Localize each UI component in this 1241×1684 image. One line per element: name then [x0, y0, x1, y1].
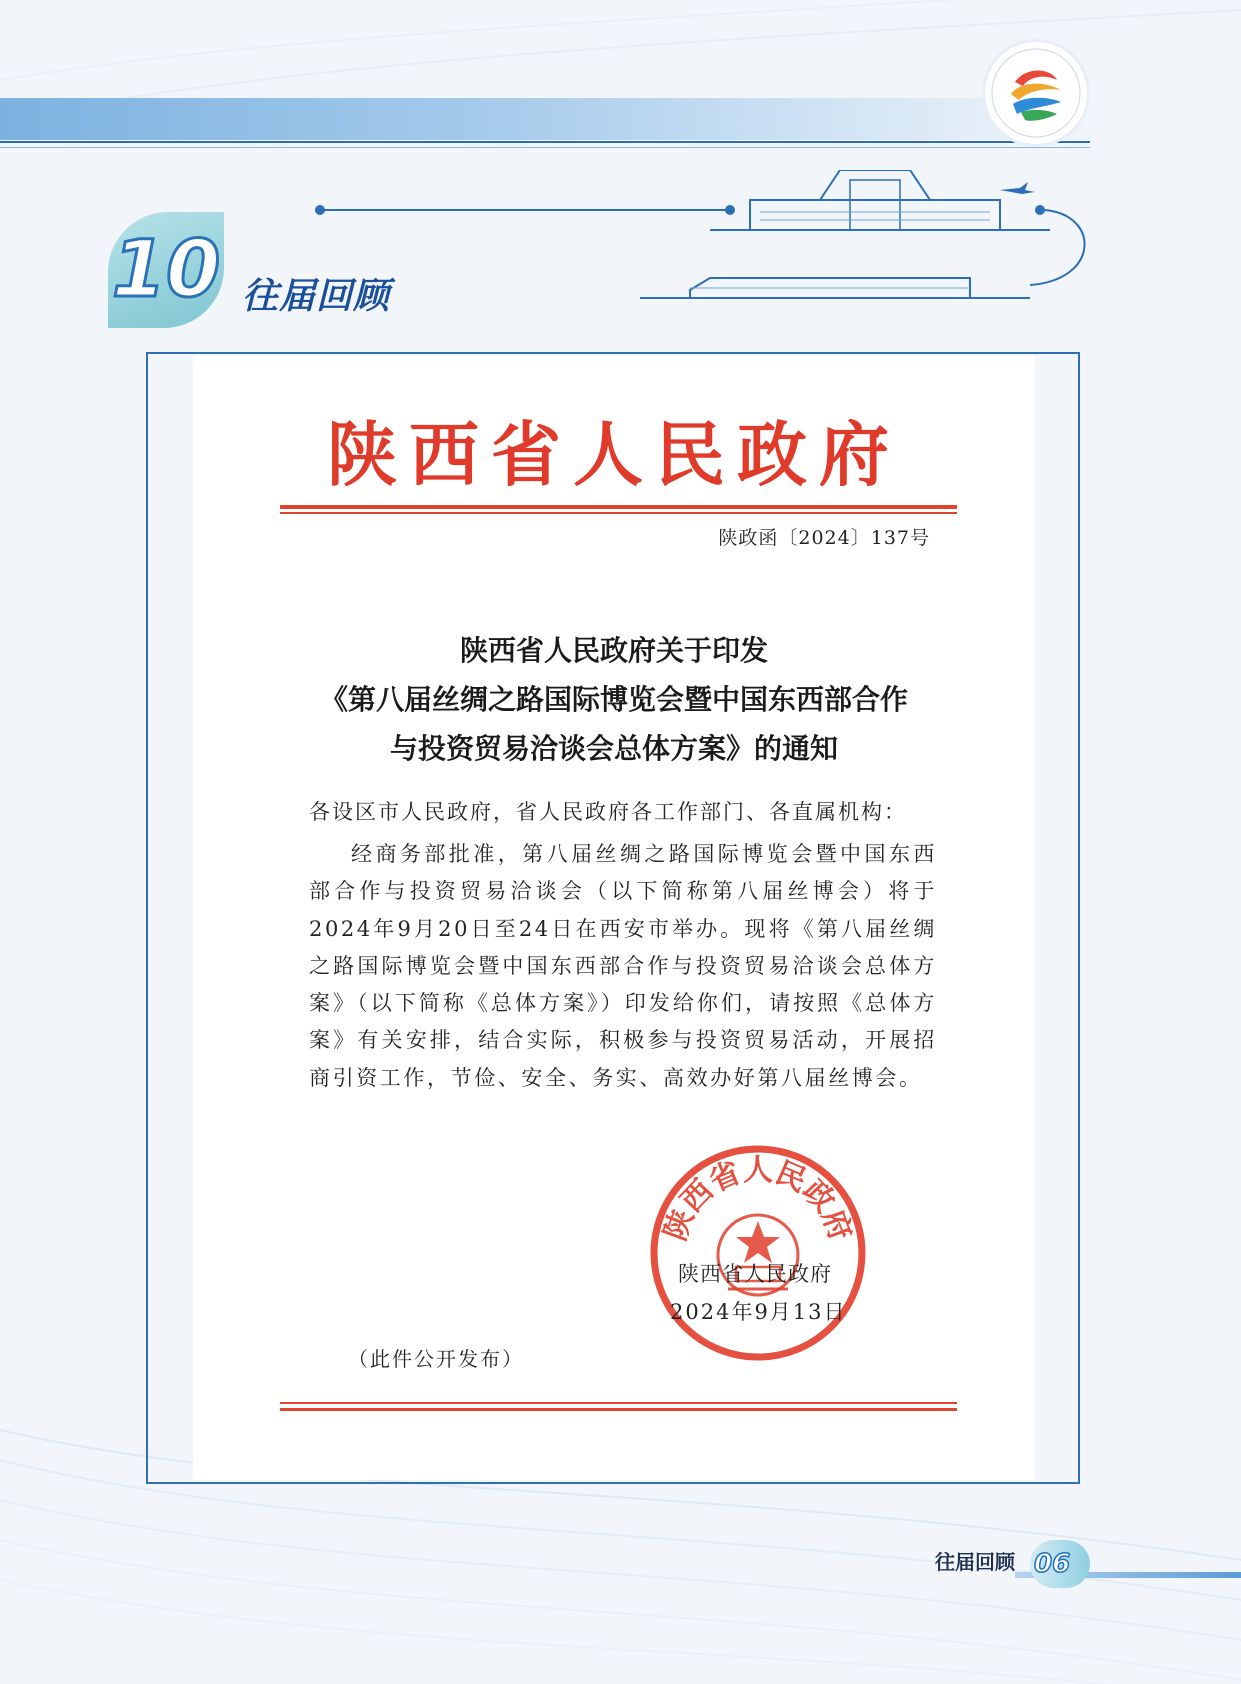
document-number: 陕政函〔2024〕137号 [718, 527, 930, 549]
notice-body: 经商务部批准，第八届丝绸之路国际博览会暨中国东西部合作与投资贸易洽谈会（以下简称第八届丝博会）将于2024年9月20日至24日在西安市举办。现将《第八届丝绸之路国际博览会暨中国东西部合作与投资贸易洽谈会总体方案》（以下简称《总体方案》）印发给你们，请按照《总体方案》有关安排，结合实际，积极参与投资贸易活动，开展招商引资工作，节俭、安全、务实、高效办好第八届丝博会。 [309, 842, 937, 1090]
header-rule [0, 141, 1090, 143]
red-rule-top [280, 505, 957, 509]
expo-logo-icon [985, 42, 1087, 144]
red-rule-top-thin [280, 512, 957, 514]
notice-title-line: 与投资贸易洽谈会总体方案》的通知 [389, 732, 838, 765]
official-seal [648, 1143, 868, 1363]
public-release-note: （此件公开发布） [348, 1347, 524, 1371]
section-title: 往届回顾 [242, 276, 391, 317]
addressee: 各设区市人民政府，省人民政府各工作部门、各直属机构： [309, 800, 907, 824]
header-rule-thin [0, 147, 1090, 148]
signature-organization: 陕西省人民政府 [678, 1262, 832, 1286]
expo-logo [985, 42, 1087, 144]
station-train-illustration [310, 170, 1100, 320]
document-org-title: 陕西省人民政府 [327, 413, 901, 496]
seal-star-icon [736, 1221, 780, 1263]
red-rule-bottom [280, 1408, 957, 1411]
page-number: 06 [1030, 1540, 1090, 1588]
signature-date: 2024年9月13日 [670, 1300, 847, 1324]
footer-section-label: 往届回顾 [935, 1550, 1015, 1574]
header-band [0, 98, 1100, 140]
section-number: 10 [111, 225, 221, 315]
red-rule-bottom-thin [280, 1402, 957, 1404]
notice-title-line: 《第八届丝绸之路国际博览会暨中国东西部合作 [319, 683, 908, 716]
seal-text: 陕西省人民政府 [658, 1152, 858, 1246]
notice-title-line: 陕西省人民政府关于印发 [459, 634, 768, 667]
notice-title [193, 626, 1035, 773]
